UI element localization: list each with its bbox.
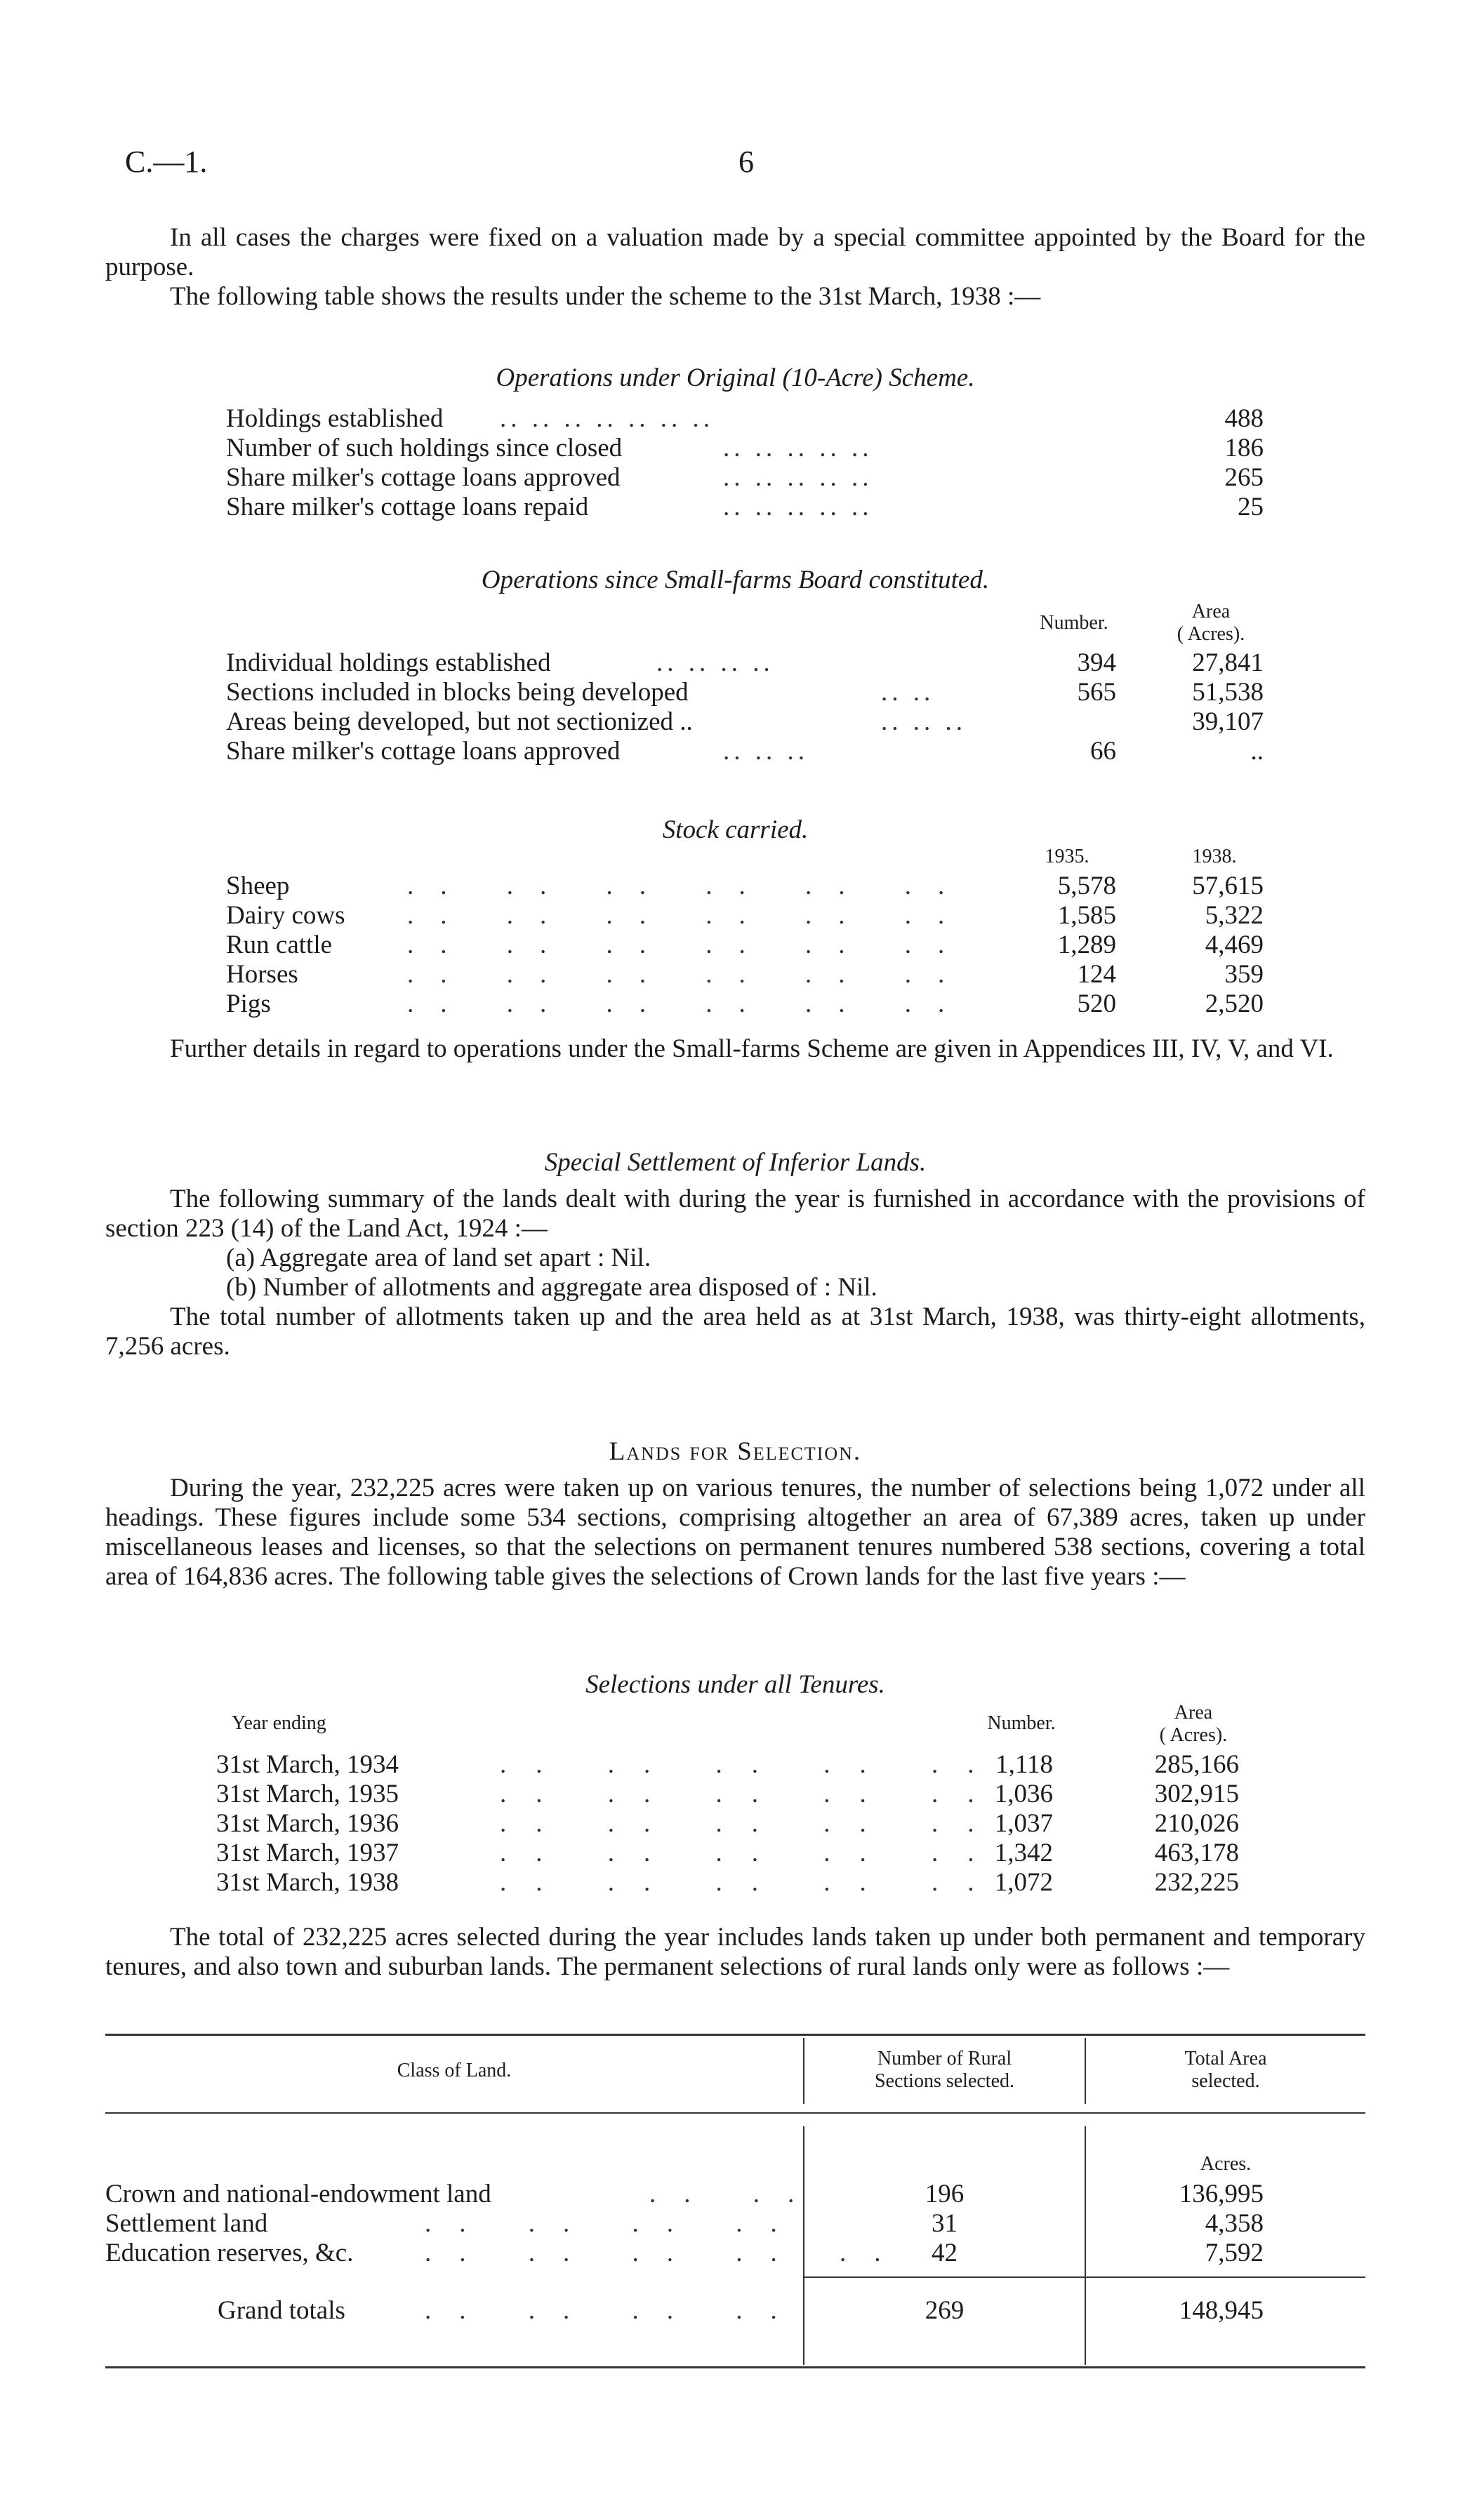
total-selected-paragraph: The total of 232,225 acres selected during the year includes lands taken up under both permanent and temporary tenures, and also town and suburban lands. The permanent selections of rural lands only were as follows :— bbox=[105, 1923, 1365, 1981]
leader-dots: .. .. .. .. .. .. bbox=[407, 872, 972, 900]
table-row-area: .. bbox=[1250, 737, 1264, 766]
table-row-1935: 5,578 bbox=[1057, 872, 1116, 900]
leader-dots: .. .. .. .. .. .. bbox=[407, 901, 972, 930]
table-row-label: Number of such holdings since closed bbox=[226, 434, 623, 462]
table-row-number: 1,037 bbox=[994, 1809, 1053, 1838]
table-row-label: Sections included in blocks being developed bbox=[226, 678, 689, 707]
column-header-1935: 1935. bbox=[1045, 846, 1089, 867]
leader-dots: .. .. bbox=[649, 2180, 823, 2208]
table-row-area: 463,178 bbox=[1154, 1839, 1239, 1867]
table-row-area: 232,225 bbox=[1154, 1868, 1239, 1897]
leader-dots: .. .. .. .. .. bbox=[500, 1750, 1004, 1779]
table-row-1938: 4,469 bbox=[1205, 931, 1264, 959]
original-scheme-title: Operations under Original (10-Acre) Scheme. bbox=[496, 364, 975, 392]
acres-unit-label: Acres. bbox=[1200, 2153, 1252, 2175]
leader-dots: .. .. .. .. bbox=[656, 648, 774, 677]
grand-total-area: 148,945 bbox=[1179, 2296, 1264, 2325]
intro-table-lead: The following table shows the results under the scheme to the 31st March, 1938 :— bbox=[170, 282, 1041, 311]
table-row-label: Settlement land bbox=[105, 2209, 268, 2238]
further-details-paragraph: Further details in regard to operations under the Small-farms Scheme are given in Appendices III, IV, V, and VI. bbox=[170, 1034, 1334, 1063]
table-row-area: 302,915 bbox=[1154, 1780, 1239, 1808]
table-row-year: 31st March, 1936 bbox=[216, 1809, 399, 1838]
special-item-a: (a) Aggregate area of land set apart : Nil. bbox=[226, 1244, 651, 1272]
table-row-area: 210,026 bbox=[1154, 1809, 1239, 1838]
table-top-rule bbox=[105, 2034, 1365, 2036]
lands-for-selection-paragraph: During the year, 232,225 acres were taken up on various tenures, the number of selections being 1,072 under all headings. These figures include some 534 sections, comprising altogether an area of 67,389 acres, taken up under miscellaneous leases and licenses, so that the selections on permanent tenures numbered 538 sections, covering a total area of 164,836 acres. The following table gives the selections of Crown lands for the last five years :— bbox=[105, 1474, 1365, 1591]
table-row-label: Share milker's cottage loans approved bbox=[226, 463, 621, 492]
column-header-area-unit: ( Acres). bbox=[1159, 1724, 1228, 1746]
table-row-value: 186 bbox=[1224, 434, 1264, 462]
table-row-year: 31st March, 1937 bbox=[216, 1839, 399, 1867]
table-row-sections: 31 bbox=[932, 2209, 958, 2238]
small-farms-title: Operations since Small-farms Board constituted. bbox=[481, 566, 990, 594]
table-row-area: 27,841 bbox=[1192, 648, 1264, 677]
table-row-area: 4,358 bbox=[1205, 2209, 1264, 2238]
table-row-1938: 2,520 bbox=[1205, 989, 1264, 1018]
grand-total-sections: 269 bbox=[925, 2296, 965, 2325]
column-header-area: Area bbox=[1174, 1702, 1213, 1724]
table-row-area: 39,107 bbox=[1192, 707, 1264, 736]
leader-dots: .. .. .. .. .. bbox=[500, 1780, 1004, 1808]
column-header-1938: 1938. bbox=[1192, 846, 1237, 867]
column-header-area: Area bbox=[1191, 601, 1231, 622]
column-header-class: Class of Land. bbox=[397, 2060, 512, 2081]
leader-dots: .. .. .. .. .. .. bbox=[407, 989, 972, 1018]
intro-paragraph: In all cases the charges were fixed on a valuation made by a special committee appointed by the Board for the purpose. bbox=[105, 223, 1365, 281]
table-row-number: 66 bbox=[1090, 737, 1116, 766]
leader-dots: .. .. .. .. .. .. .. bbox=[500, 404, 714, 433]
table-row-number: 394 bbox=[1077, 648, 1116, 677]
table-row-area: 7,592 bbox=[1205, 2239, 1264, 2267]
leader-dots: .. .. .. .. bbox=[425, 2296, 805, 2325]
column-header-year: Year ending bbox=[232, 1712, 326, 1734]
page-number: 6 bbox=[738, 145, 754, 179]
table-row-label: Share milker's cottage loans repaid bbox=[226, 493, 589, 521]
table-row-area: 136,995 bbox=[1179, 2180, 1264, 2208]
leader-dots: .. .. .. .. .. bbox=[500, 1868, 1004, 1897]
column-header-sections-2: Sections selected. bbox=[874, 2070, 1015, 2092]
column-header-number: Number. bbox=[1040, 612, 1108, 634]
totals-rule bbox=[804, 2276, 1365, 2278]
table-row-number: 1,036 bbox=[994, 1780, 1053, 1808]
leader-dots: .. .. .. bbox=[881, 707, 967, 736]
page-id: C.—1. bbox=[125, 145, 208, 179]
leader-dots: .. .. .. .. .. bbox=[723, 463, 873, 492]
lands-for-selection-heading: Lands for Selection. bbox=[609, 1437, 862, 1466]
header-bottom-rule bbox=[105, 2112, 1365, 2114]
table-row-value: 265 bbox=[1224, 463, 1264, 492]
leader-dots: .. .. bbox=[881, 678, 935, 707]
table-row-label: Sheep bbox=[226, 872, 290, 900]
table-row-1935: 1,289 bbox=[1057, 931, 1116, 959]
leader-dots: .. .. .. .. .. .. bbox=[407, 931, 972, 959]
special-settlement-paragraph: The following summary of the lands dealt with during the year is furnished in accordance with the provisions of section 223 (14) of the Land Act, 1924 :— bbox=[105, 1185, 1365, 1243]
table-row-year: 31st March, 1935 bbox=[216, 1780, 399, 1808]
table-row-sections: 42 bbox=[932, 2239, 958, 2267]
table-row-area: 285,166 bbox=[1154, 1750, 1239, 1779]
table-row-label: Crown and national-endowment land bbox=[105, 2180, 491, 2208]
leader-dots: .. .. .. .. .. bbox=[500, 1839, 1004, 1867]
table-row-label: Share milker's cottage loans approved bbox=[226, 737, 621, 766]
leader-dots: .. .. .. .. .. bbox=[723, 434, 873, 462]
special-item-b: (b) Number of allotments and aggregate area disposed of : Nil. bbox=[226, 1273, 877, 1302]
table-row-number: 565 bbox=[1077, 678, 1116, 707]
table-row-number: 1,118 bbox=[995, 1750, 1053, 1779]
table-row-year: 31st March, 1938 bbox=[216, 1868, 399, 1897]
column-header-area: Total Area bbox=[1184, 2048, 1267, 2069]
table-row-1935: 1,585 bbox=[1057, 901, 1116, 930]
special-settlement-title: Special Settlement of Inferior Lands. bbox=[544, 1148, 927, 1177]
leader-dots: .. .. .. .. .. bbox=[500, 1809, 1004, 1838]
allotments-paragraph: The total number of allotments taken up and the area held as at 31st March, 1938, was thirty-eight allotments, 7,256 acres. bbox=[105, 1302, 1365, 1361]
table-row-value: 488 bbox=[1224, 404, 1264, 433]
table-row-1938: 359 bbox=[1224, 960, 1264, 989]
table-row-1935: 520 bbox=[1077, 989, 1116, 1018]
table-row-label: Horses bbox=[226, 960, 298, 989]
table-row-label: Dairy cows bbox=[226, 901, 345, 930]
table-row-label: Individual holdings established bbox=[226, 648, 551, 677]
leader-dots: .. .. .. .. .. .. bbox=[407, 960, 972, 989]
column-header-number: Number. bbox=[987, 1712, 1056, 1734]
selections-title: Selections under all Tenures. bbox=[585, 1670, 885, 1699]
leader-dots: .. .. .. bbox=[723, 737, 809, 766]
table-row-label: Pigs bbox=[226, 989, 271, 1018]
grand-totals-label: Grand totals bbox=[218, 2296, 345, 2325]
table-row-value: 25 bbox=[1238, 493, 1264, 521]
table-row-number: 1,072 bbox=[994, 1868, 1053, 1897]
table-row-1938: 5,322 bbox=[1205, 901, 1264, 930]
table-row-area: 51,538 bbox=[1192, 678, 1264, 707]
leader-dots: .. .. .. .. .. bbox=[425, 2239, 909, 2267]
table-row-label: Run cattle bbox=[226, 931, 333, 959]
table-row-label: Areas being developed, but not sectionized .. bbox=[226, 707, 693, 736]
table-row-label: Holdings established bbox=[226, 404, 444, 433]
stock-title: Stock carried. bbox=[662, 815, 809, 844]
leader-dots: .. .. .. .. bbox=[425, 2209, 805, 2238]
column-header-sections: Number of Rural bbox=[877, 2048, 1012, 2069]
table-row-1935: 124 bbox=[1077, 960, 1116, 989]
column-header-area-unit: ( Acres). bbox=[1177, 623, 1245, 645]
table-row-year: 31st March, 1934 bbox=[216, 1750, 399, 1779]
table-bottom-rule bbox=[105, 2366, 1365, 2368]
table-row-label: Education reserves, &c. bbox=[105, 2239, 354, 2267]
table-row-number: 1,342 bbox=[994, 1839, 1053, 1867]
table-row-1938: 57,615 bbox=[1192, 872, 1264, 900]
column-header-area-2: selected. bbox=[1191, 2070, 1260, 2092]
table-row-sections: 196 bbox=[925, 2180, 965, 2208]
leader-dots: .. .. .. .. .. bbox=[723, 493, 873, 521]
